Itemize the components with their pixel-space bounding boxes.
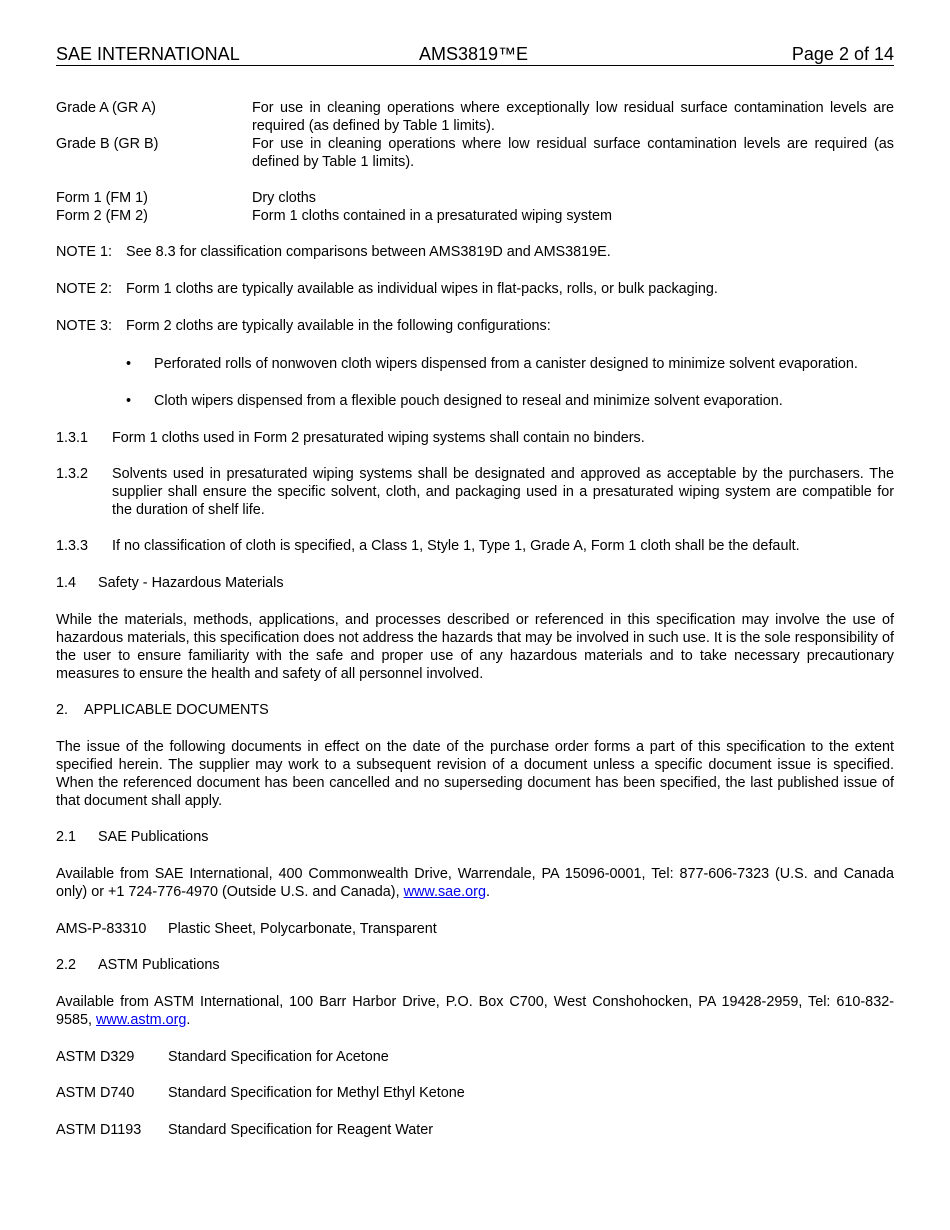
astm-website-link[interactable]: www.astm.org xyxy=(96,1012,187,1028)
form-2-label: Form 2 (FM 2) xyxy=(56,208,148,224)
section-number: 1.3.3 xyxy=(56,538,89,554)
grade-a-label: Grade A (GR A) xyxy=(56,100,156,116)
note-1-label: NOTE 1: xyxy=(56,244,112,260)
bullet-text: Cloth wipers dispensed from a flexible pouch designed to reseal and minimize solvent evaporation. xyxy=(154,393,783,409)
doc-title: Standard Specification for Acetone xyxy=(168,1049,389,1065)
doc-code: ASTM D740 xyxy=(56,1085,135,1101)
grade-b-text: For use in cleaning operations where low residual surface contamination levels are required (as defined by Table 1 limits). xyxy=(252,136,894,170)
section-text: If no classification of cloth is specified, a Class 1, Style 1, Type 1, Grade A, Form 1 cloth shall be the default. xyxy=(112,538,800,554)
grade-a-text: For use in cleaning operations where exceptionally low residual surface contamination levels are required (as defined by Table 1 limits). xyxy=(252,100,894,134)
section-number: 2.2 xyxy=(56,957,77,973)
sae-website-link[interactable]: www.sae.org xyxy=(403,884,486,900)
applicable-paragraph: The issue of the following documents in effect on the date of the purchase order forms a part of this specification to the extent specified herein. The supplier may work to a subsequent revision of a document unless a specific document issue is specified. When the referenced document has been cancelled and no superseding document has been specified, the last published issue of that document shall apply. xyxy=(56,739,894,809)
header-organization: SAE INTERNATIONAL xyxy=(56,44,240,64)
grade-b-label: Grade B (GR B) xyxy=(56,136,159,152)
doc-code: AMS-P-83310 xyxy=(56,921,147,937)
astm-availability-paragraph xyxy=(56,993,894,1029)
doc-code: ASTM D329 xyxy=(56,1049,135,1065)
reference-doc-row xyxy=(56,1084,894,1102)
sae-period: . xyxy=(485,884,490,900)
note-2-text: Form 1 cloths are typically available as individual wipes in flat-packs, rolls, or bulk packaging. xyxy=(126,281,718,297)
section-title: APPLICABLE DOCUMENTS xyxy=(84,702,269,718)
doc-title: Standard Specification for Reagent Water xyxy=(168,1122,434,1138)
section-number: 1.3.2 xyxy=(56,466,89,482)
note-2-label: NOTE 2: xyxy=(56,281,112,297)
note-3-text: Form 2 cloths are typically available in the following configurations: xyxy=(126,318,551,334)
section-2-heading xyxy=(56,701,894,719)
section-text: Form 1 cloths used in Form 2 presaturated wiping systems shall contain no binders. xyxy=(112,430,645,446)
bullet-item xyxy=(56,392,894,410)
safety-paragraph: While the materials, methods, applications, and processes described or referenced in this specification may involve the use of hazardous materials, this specification does not address the hazards that may be involved in such use. It is the sole responsibility of the user to ensure familiarity with the safe and proper use of any hazardous materials and to take necessary precautionary measures to ensure the health and safety of all personnel involved. xyxy=(56,612,894,682)
section-1-4-heading xyxy=(56,574,894,592)
section-2-2-heading xyxy=(56,956,894,974)
note-3-label: NOTE 3: xyxy=(56,318,112,334)
section-2-1-heading xyxy=(56,828,894,846)
note-3 xyxy=(56,317,894,335)
bullet-text: Perforated rolls of nonwoven cloth wipers dispensed from a canister designed to minimize solvent evaporation. xyxy=(154,356,858,372)
grade-b-row xyxy=(56,135,894,171)
note-2 xyxy=(56,280,894,298)
section-title: ASTM Publications xyxy=(98,957,220,973)
sae-availability-paragraph xyxy=(56,865,894,901)
sae-availability-text: Available from SAE International, 400 Commonwealth Drive, Warrendale, PA 15096-0001, Tel: 877-606-7323 (U.S. and Canada only) or +1 724-776-4970 (Outside U.S. and Canada), xyxy=(56,866,894,900)
doc-code: ASTM D1193 xyxy=(56,1122,142,1138)
form-1-row xyxy=(56,189,894,207)
page-header xyxy=(56,43,894,66)
section-number: 2. xyxy=(56,702,69,718)
section-text: Solvents used in presaturated wiping systems shall be designated and approved as acceptable by the purchasers. The supplier shall ensure the specific solvent, cloth, and packaging used in a presaturated wiping system are compatible for the duration of shelf life. xyxy=(112,466,894,518)
section-title: Safety - Hazardous Materials xyxy=(98,575,284,591)
note-1-text: See 8.3 for classification comparisons between AMS3819D and AMS3819E. xyxy=(126,244,611,260)
note-1 xyxy=(56,243,894,261)
document-page xyxy=(56,43,894,1139)
reference-doc-row xyxy=(56,920,894,938)
bullet-glyph: • xyxy=(126,356,132,372)
astm-period: . xyxy=(186,1012,191,1028)
bullet-glyph: • xyxy=(126,393,132,409)
section-number: 2.1 xyxy=(56,829,77,845)
section-1-3-1 xyxy=(56,429,894,447)
grade-a-row xyxy=(56,99,894,135)
reference-doc-row xyxy=(56,1048,894,1066)
section-number: 1.3.1 xyxy=(56,430,89,446)
section-1-3-3 xyxy=(56,537,894,555)
section-number: 1.4 xyxy=(56,575,77,591)
form-1-label: Form 1 (FM 1) xyxy=(56,190,148,206)
header-page-number: Page 2 of 14 xyxy=(791,44,894,64)
doc-title: Standard Specification for Methyl Ethyl Ketone xyxy=(168,1085,465,1101)
section-title: SAE Publications xyxy=(98,829,209,845)
header-document-id: AMS3819™E xyxy=(419,44,529,64)
section-1-3-2 xyxy=(56,465,894,519)
doc-title: Plastic Sheet, Polycarbonate, Transparent xyxy=(168,921,437,937)
form-1-text: Dry cloths xyxy=(252,190,316,206)
reference-doc-row xyxy=(56,1121,894,1139)
form-2-row xyxy=(56,207,894,225)
bullet-item xyxy=(56,355,894,373)
form-2-text: Form 1 cloths contained in a presaturated wiping system xyxy=(252,208,612,224)
astm-availability-text: Available from ASTM International, 100 Barr Harbor Drive, P.O. Box C700, West Conshohocken, PA 19428-2959, Tel: 610-832-9585, xyxy=(56,994,894,1028)
